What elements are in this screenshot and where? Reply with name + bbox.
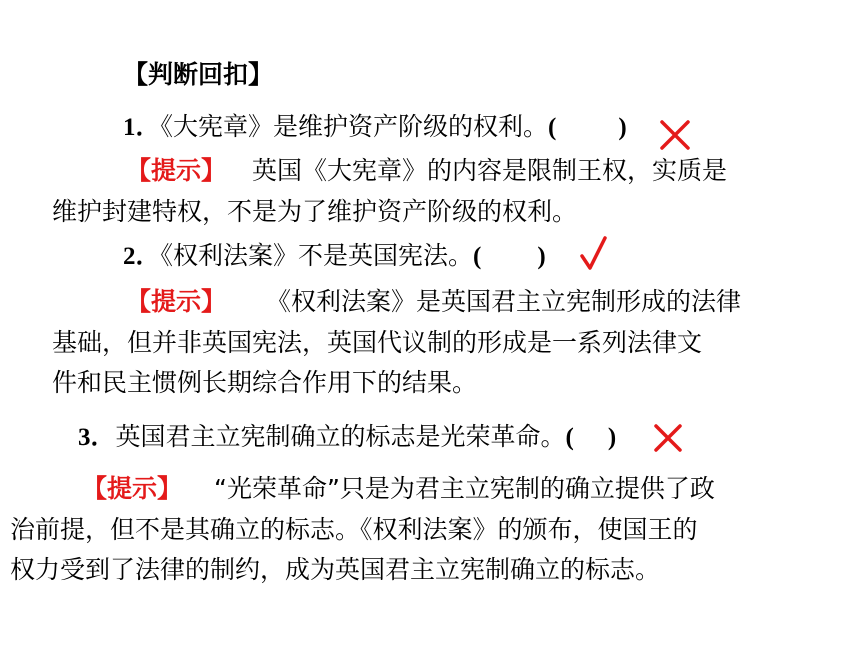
section-title: 【判断回扣】 bbox=[123, 60, 274, 89]
question-1-hint-line-1 bbox=[126, 154, 727, 188]
question-2-paren-open: ( bbox=[473, 243, 482, 270]
question-2-hint-text-1: 《权利法案》是英国君主立宪制形成的法律 bbox=[266, 287, 742, 316]
question-2 bbox=[123, 239, 546, 274]
question-2-answer-check-icon bbox=[579, 234, 609, 274]
question-3-hint-text-1: “光荣革命”只是为君主立宪制的确立提供了政 bbox=[214, 474, 715, 503]
question-3-statement: 英国君主立宪制确立的标志是光荣革命。 bbox=[115, 422, 566, 451]
question-1 bbox=[123, 110, 627, 145]
question-3 bbox=[78, 420, 616, 455]
question-1-statement: 《大宪章》是维护资产阶级的权利。 bbox=[160, 112, 549, 141]
question-1-hint-line-2: 维护封建特权，不是为了维护资产阶级的权利。 bbox=[52, 197, 578, 226]
question-1-hint-label: 【提示】 bbox=[126, 156, 227, 185]
question-2-hint-line-2: 基础，但并非英国宪法，英国代议制的形成是一系列法律文 bbox=[52, 328, 703, 357]
question-2-hint-line-3: 件和民主惯例长期综合作用下的结果。 bbox=[52, 368, 478, 397]
question-1-number: 1． bbox=[123, 114, 161, 141]
question-2-hint-line-1 bbox=[126, 285, 741, 319]
question-3-hint-line-1 bbox=[82, 472, 715, 506]
question-3-hint-line-2: 治前提，但不是其确立的标志。《权利法案》的颁布，使国王的 bbox=[10, 515, 698, 544]
question-2-paren-close: ) bbox=[537, 243, 546, 270]
question-2-number: 2． bbox=[123, 243, 161, 270]
question-3-paren-close: ) bbox=[607, 424, 617, 451]
question-3-hint-label: 【提示】 bbox=[82, 474, 183, 503]
question-1-hint-text-1: 英国《大宪章》的内容是限制王权，实质是 bbox=[252, 156, 728, 185]
question-3-number: 3． bbox=[78, 424, 116, 451]
question-3-hint-line-3: 权力受到了法律的制约，成为英国君主立宪制确立的标志。 bbox=[10, 555, 661, 584]
question-1-paren-close: ) bbox=[618, 114, 627, 141]
question-2-statement: 《权利法案》不是英国宪法。 bbox=[160, 241, 474, 270]
question-1-answer-cross-icon bbox=[658, 118, 692, 152]
question-1-paren-open: ( bbox=[548, 114, 557, 141]
question-3-answer-cross-icon bbox=[652, 422, 684, 454]
question-2-hint-label: 【提示】 bbox=[126, 287, 227, 316]
question-3-paren-open: ( bbox=[565, 424, 574, 451]
